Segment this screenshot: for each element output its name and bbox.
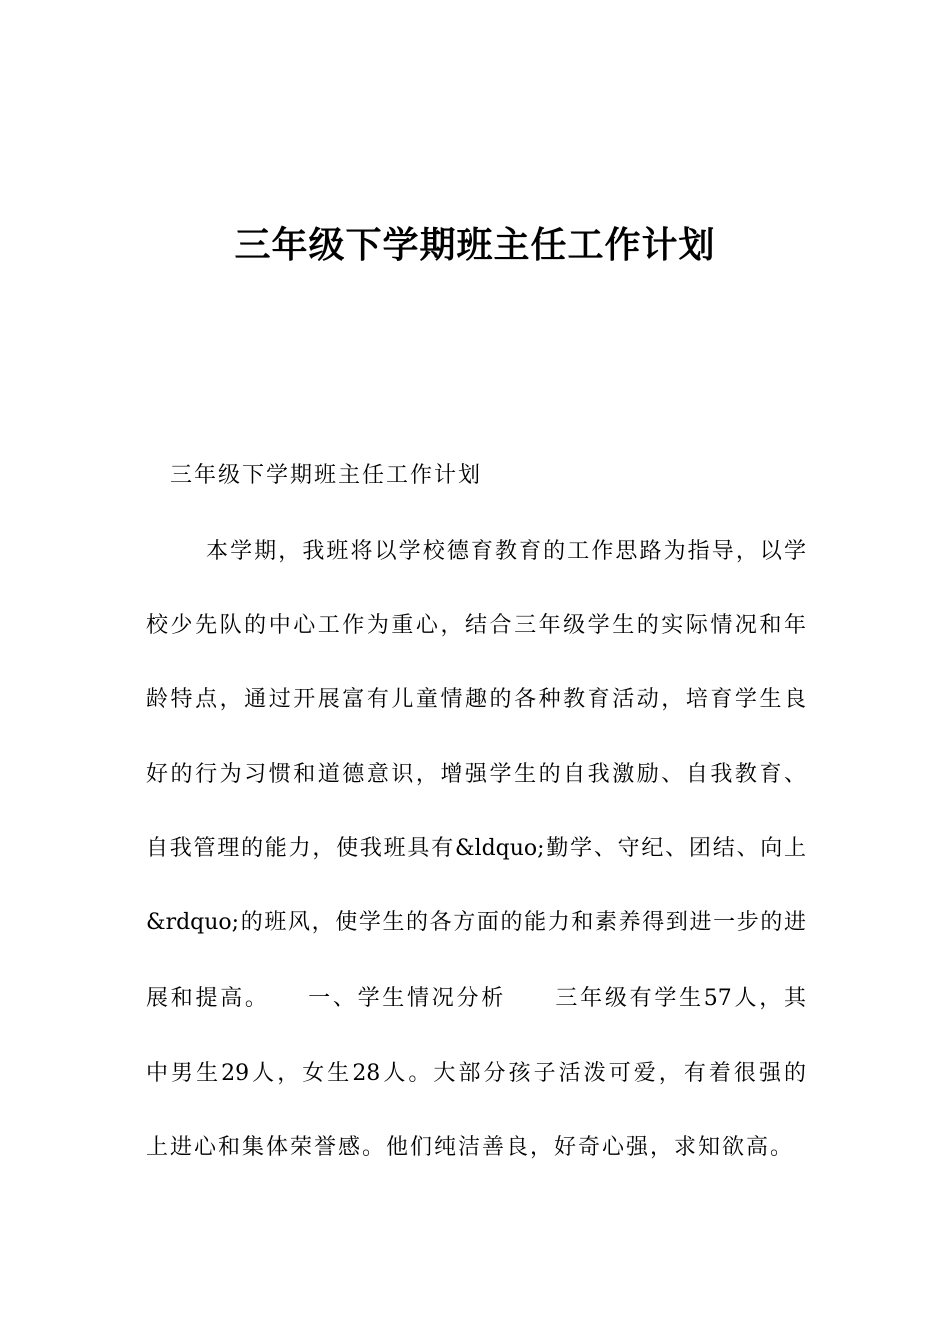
paragraph-line: 龄特点，通过开展富有儿童情趣的各种教育活动，培育学生良 — [146, 687, 806, 712]
paragraph-line: 校少先队的中心工作为重心，结合三年级学生的实际情况和年 — [146, 613, 806, 638]
paragraph-line: &rdquo;的班风，使学生的各方面的能力和素养得到进一步的进 — [146, 910, 806, 935]
paragraph-line: 展和提高。 一、学生情况分析 三年级有学生57人，其 — [146, 986, 806, 1011]
document-title: 三年级下学期班主任工作计划 — [234, 225, 716, 266]
paragraph-line: 上进心和集体荣誉感。他们纯洁善良，好奇心强，求知欲高。 — [146, 1135, 795, 1160]
paragraph-line: 自我管理的能力，使我班具有&ldquo;勤学、守纪、团结、向上 — [146, 836, 806, 861]
paragraph-line: 本学期，我班将以学校德育教育的工作思路为指导，以学 — [206, 539, 806, 564]
paragraph-line: 中男生29人，女生28人。大部分孩子活泼可爱，有着很强的 — [146, 1061, 806, 1086]
paragraph-line: 好的行为习惯和道德意识，增强学生的自我激励、自我教育、 — [146, 762, 806, 787]
document-subtitle: 三年级下学期班主任工作计划 — [170, 463, 483, 488]
